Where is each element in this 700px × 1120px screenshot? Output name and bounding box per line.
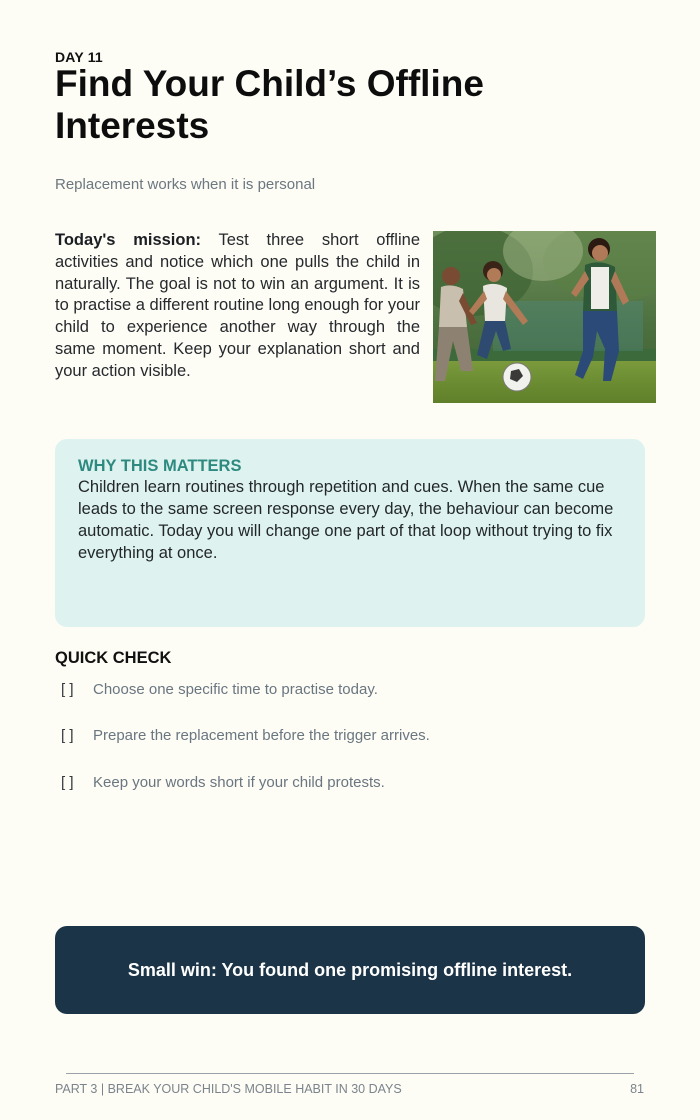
check-item-label: Choose one specific time to practise today. <box>93 681 378 698</box>
check-item[interactable] <box>61 774 385 791</box>
footer-divider <box>66 1073 634 1074</box>
check-item[interactable] <box>61 681 378 698</box>
footer-page-number: 81 <box>630 1082 644 1096</box>
check-item-label: Prepare the replacement before the trigger arrives. <box>93 727 430 744</box>
checkbox[interactable]: [ ] <box>61 681 74 698</box>
quick-check-heading: QUICK CHECK <box>55 649 172 667</box>
why-heading: WHY THIS MATTERS <box>78 457 242 475</box>
page-subtitle: Replacement works when it is personal <box>55 176 316 193</box>
mission-label: Today's mission: <box>55 231 202 249</box>
photo-illustration <box>433 231 656 403</box>
footer-book-title: PART 3 | BREAK YOUR CHILD'S MOBILE HABIT IN 30 DAYS <box>55 1082 402 1096</box>
mission-paragraph <box>55 230 420 383</box>
why-body: Children learn routines through repetition and cues. When the same cue leads to the same screen response every day, the behaviour can become automatic. Today you will change one part of that loop without trying to fix everything at once. <box>78 478 614 562</box>
small-win-banner <box>55 926 645 1014</box>
day-label: DAY 11 <box>55 49 103 65</box>
mission-text: Test three short offline activities and notice which one pulls the child in naturally. The goal is not to win an argument. It is to practise a different routine long enough for your child to experience another way through the same moment. Keep your explanation short and your action visible. <box>55 231 420 380</box>
checkbox[interactable]: [ ] <box>61 774 74 791</box>
check-item[interactable] <box>61 727 430 744</box>
check-item-label: Keep your words short if your child protests. <box>93 774 385 791</box>
small-win-text: Small win: You found one promising offline interest. <box>127 959 573 980</box>
checkbox[interactable]: [ ] <box>61 727 74 744</box>
why-this-matters-box <box>55 439 645 627</box>
page-title: Find Your Child’s Offline Interests <box>55 63 484 146</box>
family-playing-photo <box>433 231 656 403</box>
